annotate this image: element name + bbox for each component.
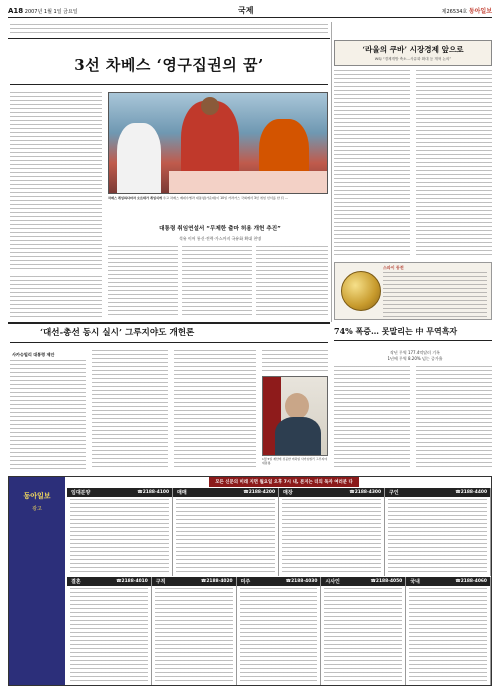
ad-column-name: 임대분양: [71, 490, 91, 496]
spotlight-text: [383, 272, 487, 318]
ad-column: [406, 577, 491, 685]
ad-column-name: 매장: [283, 490, 293, 496]
ad-column: [152, 577, 237, 685]
spotlight-header: 스파이 동전: [383, 265, 404, 270]
ad-column-body: [388, 499, 487, 573]
divider: [8, 322, 330, 324]
ad-column-header: [67, 577, 151, 586]
ad-column-name: 구직: [155, 579, 166, 585]
ad-column-body: [176, 499, 275, 573]
classified-ads: [8, 476, 492, 686]
feature-col1: [334, 366, 410, 470]
ad-column-body: [155, 588, 233, 682]
ad-column-body: [324, 588, 402, 682]
ad-column-header: [279, 488, 384, 497]
issue-date: 2007년 1월 1일 금요일: [24, 8, 78, 15]
page-number: A18: [8, 6, 24, 15]
main-story-col4: [256, 246, 328, 318]
ad-column: [237, 577, 322, 685]
ad-column: [321, 577, 406, 685]
figure-left: [117, 123, 161, 193]
ad-column-header: [173, 488, 278, 497]
ad-column-header: [321, 577, 405, 586]
main-photo-caption: [108, 196, 328, 200]
feature-col2: [416, 366, 492, 470]
ad-column-body: [409, 588, 487, 682]
caption-lead: 차베스 취임하다마자 오르테가 취임식에: [108, 196, 163, 200]
column-divider: [331, 22, 332, 322]
ad-column-name: 시사인: [325, 579, 340, 585]
ad-column: [173, 488, 279, 576]
section-title: 국제: [238, 6, 254, 15]
ad-column-header: [67, 488, 172, 497]
ad-column: [385, 488, 491, 576]
ad-column-phone: ☎2188-4400: [455, 490, 487, 495]
ad-column-header: [385, 488, 490, 497]
main-story-col3: [182, 246, 252, 318]
main-subhead: 대통령 취임연설서 “무제한 출마 허용 개헌 추진”: [159, 226, 281, 232]
issue-number: 제26534호: [441, 9, 468, 15]
ad-column-body: [240, 588, 318, 682]
paper-logo: 동아일보: [468, 8, 492, 15]
ad-column-phone: ☎2188-4010: [116, 579, 148, 584]
feature-subtitle: 작년 무역 177.4억달러 기록 1년에 무역 8.20% 넘는 증가율: [387, 350, 443, 361]
divider: [10, 342, 328, 343]
caption-text: 우고 차베스 베네수엘라 대통령(가운데)이 10일 카라카스 국회에서 3선 취임 선서를 한 뒤 ...: [163, 196, 288, 200]
cuba-story-col2: [416, 70, 492, 258]
story2-photo: [262, 376, 328, 456]
ad-banner: 모든 신문의 미래 지면 월요일 오후 7시 내, 본지는 더의 독자 여러분 다: [209, 477, 359, 487]
ad-column-phone: ☎2188-4030: [285, 579, 318, 584]
ad-column-header: [406, 577, 490, 586]
ad-column: [279, 488, 385, 576]
ad-column-name: 결혼: [71, 579, 81, 585]
ad-column-name: 미주: [240, 579, 251, 585]
ad-promo: [9, 477, 65, 685]
ad-column-header: [237, 577, 321, 586]
story2-section-label: 사카슈빌리 대통령 제안: [12, 352, 55, 357]
story2-col1: [10, 360, 86, 470]
ad-column: [67, 488, 173, 576]
ad-column-body: [70, 588, 148, 682]
feature-headline: 74% 폭증… 못말리는 中 무역흑자: [334, 326, 458, 336]
ad-column-header: [152, 577, 236, 586]
ad-column-phone: ☎2188-4200: [243, 490, 275, 495]
ad-column-name: 국내: [410, 579, 420, 585]
ad-column-phone: ☎2188-4300: [349, 490, 381, 495]
divider: [8, 38, 330, 39]
story2-col3: [174, 350, 256, 470]
ad-promo-title: 동아일보: [23, 492, 51, 500]
ad-column-phone: ☎2188-4020: [200, 579, 233, 584]
main-story-col2: [108, 246, 178, 318]
divider: [10, 84, 328, 85]
story2-col2: [92, 350, 168, 470]
main-photo: [108, 92, 328, 194]
cuba-headline: ‘라울의 쿠바’ 시장경제 앞으로: [362, 45, 464, 54]
ad-column-name: 매매: [177, 490, 187, 496]
ad-column-body: [70, 499, 169, 573]
main-headline: 3선 차베스 ‘영구집권의 꿈’: [74, 56, 264, 74]
divider: [334, 340, 492, 341]
cuba-story-col1: [334, 70, 410, 258]
figure-center-head: [201, 97, 219, 115]
ad-column-body: [282, 499, 381, 573]
portrait-head: [285, 393, 309, 419]
story2-col4: [262, 350, 328, 374]
ad-column: [67, 577, 152, 685]
portrait-body: [275, 417, 321, 456]
cuba-subtitle: WSJ “경제개방 축소…사유화 확대 등 개혁 논의”: [374, 57, 452, 61]
main-story-body: [10, 92, 102, 272]
flowers: [169, 171, 328, 193]
main-story-col1-bottom: [10, 276, 102, 318]
cuba-headline-box: [334, 40, 492, 66]
ad-promo-sub: 광고: [32, 506, 42, 512]
story2-headline: ‘대선-총선 동시 실시’ 그루지야도 개헌론: [40, 328, 195, 338]
ad-column-phone: ☎2188-4060: [455, 579, 487, 584]
masthead: [8, 4, 492, 18]
top-text-block: [10, 24, 328, 36]
story2-photo-caption: 1월 5일 재선에 성공한 미하일 사카슈빌리 그루지야 대통령.: [262, 457, 328, 465]
spotlight-box: [334, 262, 492, 320]
ad-column-phone: ☎2188-4050: [370, 579, 403, 584]
ad-column-phone: ☎2188-4100: [137, 490, 169, 495]
coin-image: [341, 271, 381, 311]
main-subhead-2: 석유 이어 통신·전력·가스까지 국유화 확대 천명: [178, 236, 262, 241]
ad-column-name: 구인: [389, 490, 399, 496]
